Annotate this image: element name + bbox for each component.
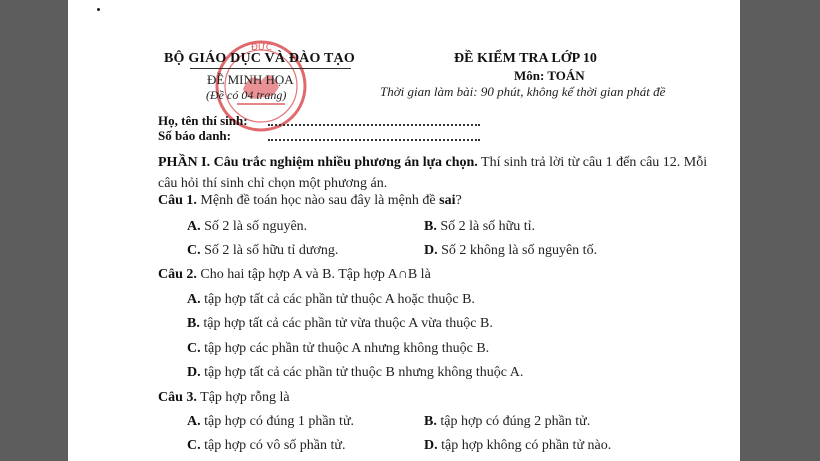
option-a xyxy=(187,292,475,308)
fill-line xyxy=(268,139,480,141)
question-3 xyxy=(158,390,290,406)
option-d xyxy=(187,365,523,381)
question-label: Câu 1. xyxy=(158,193,197,208)
speck xyxy=(97,8,100,11)
fill-line xyxy=(268,124,480,126)
option-d xyxy=(424,243,597,259)
option-letter: D. xyxy=(187,365,201,380)
option-letter: A. xyxy=(187,219,201,234)
field-label: Số báo danh: xyxy=(158,128,231,143)
option-b xyxy=(424,219,535,235)
candidate-name-field xyxy=(158,113,248,129)
option-text: tập hợp tất cả các phần tử thuộc B nhưng không thuộc A. xyxy=(200,365,524,380)
part-instruction: Thí sinh trả lời từ câu 1 đến câu 12. Mỗi câu hỏi thí sinh chỉ chọn một phương án. xyxy=(158,155,708,191)
question-text-end: ? xyxy=(455,193,462,208)
option-letter: C. xyxy=(187,341,201,356)
option-text: tập hợp tất cả các phần tử vừa thuộc A vừa thuộc B. xyxy=(199,316,493,331)
option-c xyxy=(187,341,489,357)
stamp-text-top: ĐỨC xyxy=(251,43,272,53)
option-text: Số 2 không là số nguyên tố. xyxy=(437,243,598,258)
option-letter: B. xyxy=(187,316,200,331)
option-text: tập hợp có vô số phần tử. xyxy=(200,438,346,453)
question-text: Tập hợp rỗng là xyxy=(196,390,290,405)
sample-label: ĐỀ MINH HỌA xyxy=(207,72,294,87)
question-text: Mệnh đề toán học nào sau đây là mệnh đề xyxy=(196,193,440,208)
option-letter: B. xyxy=(424,414,437,429)
option-text: tập hợp có đúng 1 phần tử. xyxy=(200,414,355,429)
option-text: tập hợp có đúng 2 phần tử. xyxy=(436,414,591,429)
option-b xyxy=(424,414,590,430)
option-letter: D. xyxy=(424,438,438,453)
option-text: Số 2 là số hữu tỉ. xyxy=(436,219,536,234)
option-letter: B. xyxy=(424,219,437,234)
field-label: Họ, tên thí sinh: xyxy=(158,113,248,128)
part-heading xyxy=(158,152,718,194)
ministry-name: BỘ GIÁO DỤC VÀ ĐÀO TẠO xyxy=(164,51,355,66)
question-1 xyxy=(158,193,462,209)
exam-subject: Môn: TOÁN xyxy=(514,68,585,83)
candidate-number-field xyxy=(158,128,231,144)
question-label: Câu 3. xyxy=(158,390,197,405)
option-letter: C. xyxy=(187,243,201,258)
option-a xyxy=(187,414,354,430)
option-a xyxy=(187,219,307,235)
option-d xyxy=(424,438,611,454)
option-c xyxy=(187,243,338,259)
option-letter: D. xyxy=(424,243,438,258)
option-b xyxy=(187,316,493,332)
question-label: Câu 2. xyxy=(158,267,197,282)
question-emphasis: sai xyxy=(439,193,456,208)
question-text: Cho hai tập hợp A và B. Tập hợp A∩B là xyxy=(196,267,431,282)
option-text: Số 2 là số hữu tỉ dương. xyxy=(200,243,339,258)
exam-time: Thời gian làm bài: 90 phút, không kể thời gian phát đề xyxy=(380,84,666,99)
option-text: tập hợp không có phần tử nào. xyxy=(437,438,612,453)
question-2 xyxy=(158,267,431,283)
option-text: tập hợp tất cả các phần tử thuộc A hoặc thuộc B. xyxy=(200,292,475,307)
exam-title: ĐỀ KIỂM TRA LỚP 10 xyxy=(454,51,597,66)
option-c xyxy=(187,438,346,454)
option-letter: A. xyxy=(187,414,201,429)
page-count: (Đề có 04 trang) xyxy=(206,88,287,102)
part-title: PHẦN I. Câu trắc nghiệm nhiều phương án lựa chọn. xyxy=(158,155,478,170)
exam-page xyxy=(68,0,740,461)
option-text: Số 2 là số nguyên. xyxy=(200,219,308,234)
option-letter: A. xyxy=(187,292,201,307)
option-letter: C. xyxy=(187,438,201,453)
option-text: tập hợp các phần tử thuộc A nhưng không thuộc B. xyxy=(200,341,490,356)
